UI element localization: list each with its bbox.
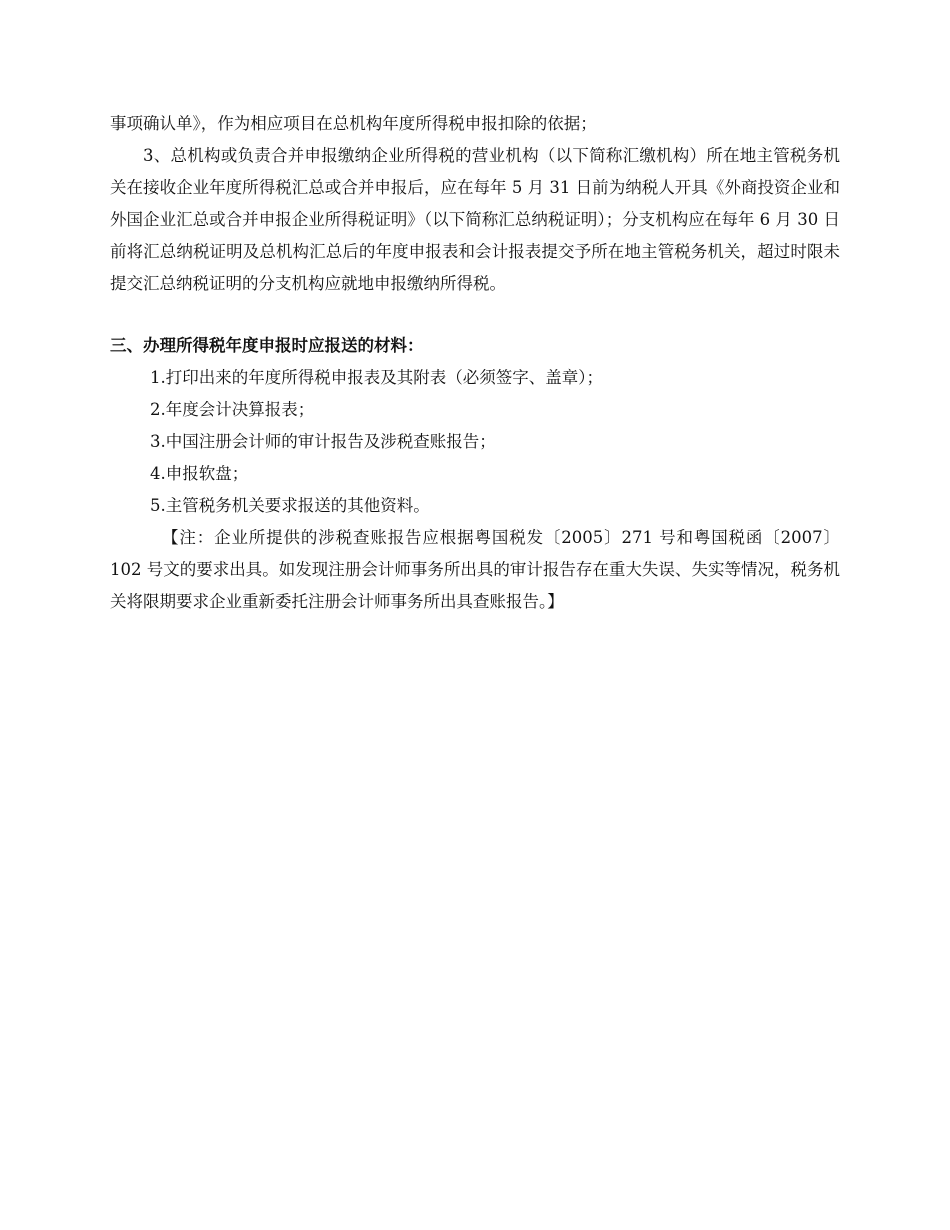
- paragraph-item-3-summary-certificate: 3、总机构或负责合并申报缴纳企业所得税的营业机构（以下简称汇缴机构）所在地主管税务机关在接收企业年度所得税汇总或合并申报后，应在每年 5 月 31 日前为纳税人开具《外商投资企业和外国企业汇总或合并申报企业所得税证明》（以下简称汇总纳税证明）；分支机构应在每年 6 月 30 日前将汇总纳税证明及总机构汇总后的年度申报表和会计报表提交予所在地主管税务机关，超过时限未提交汇总纳税证明的分支机构应就地申报缴纳所得税。: [110, 146, 840, 293]
- document-page: [110, 108, 840, 618]
- list-item-3: 3.中国注册会计师的审计报告及涉税查账报告；: [150, 432, 496, 451]
- section-3-heading: 三、办理所得税年度申报时应报送的材料：: [110, 336, 424, 355]
- list-item-4: 4.申报软盘；: [150, 464, 249, 483]
- list-item-1: 1.打印出来的年度所得税申报表及其附表（必须签字、盖章）；: [150, 368, 603, 387]
- paragraph-confirmation-basis: 事项确认单》，作为相应项目在总机构年度所得税申报扣除的依据；: [110, 114, 597, 133]
- list-item-2: 2.年度会计决算报表；: [150, 400, 315, 419]
- section-gap: [110, 300, 840, 330]
- list-item-5: 5.主管税务机关要求报送的其他资料。: [150, 496, 430, 515]
- note-paragraph: 【注：企业所提供的涉税查账报告应根据粤国税发〔2005〕271 号和粤国税函〔2007〕102 号文的要求出具。如发现注册会计师事务所出具的审计报告存在重大失误、失实等情况，税务机关将限期要求企业重新委托注册会计师事务所出具查账报告。】: [110, 528, 840, 611]
